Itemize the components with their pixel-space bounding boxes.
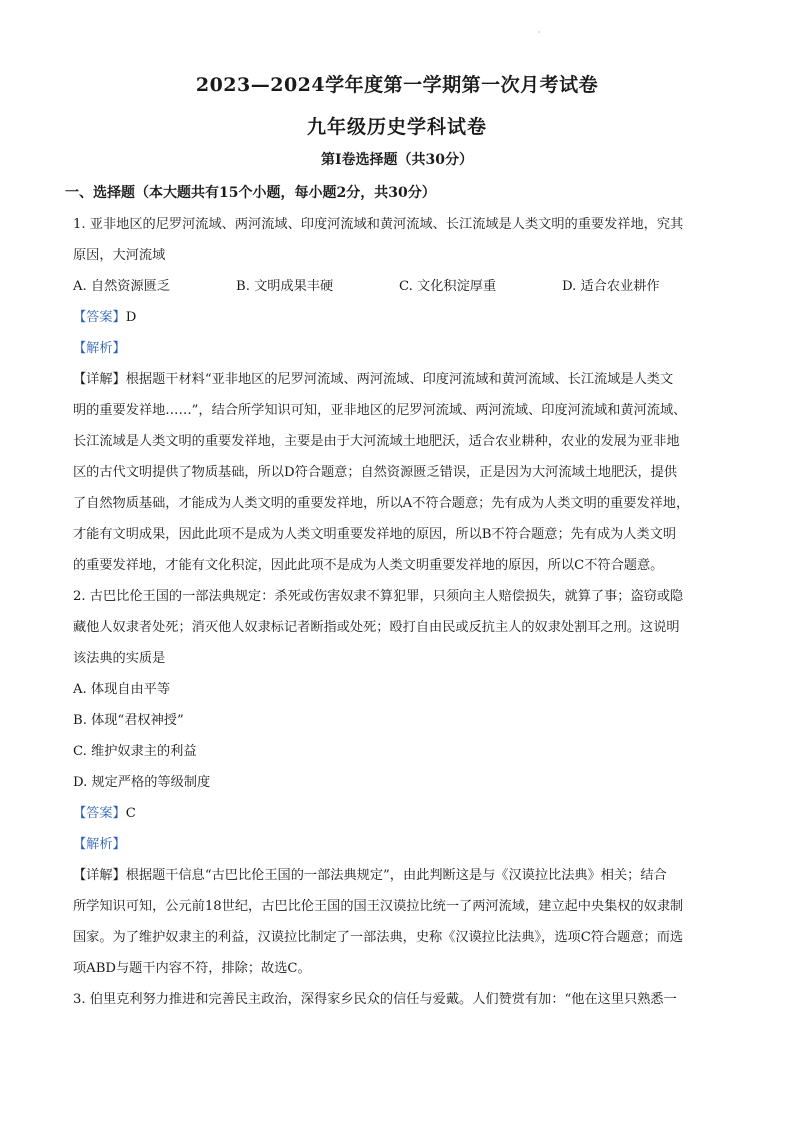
- q2-detail-line2: 所学知识可知，公元前18世纪，古巴比伦王国的国王汉谟拉比统一了两河流域，建立起中央集权的奴隶制: [73, 899, 684, 914]
- q2-stem-line1: 2. 古巴比伦王国的一部法典规定：杀死或伤害奴隶不算犯罪，只须向主人赔偿损失，就算了事；盗窃或隐: [73, 589, 684, 604]
- q1-detail-line3: 长江流域是人类文明的重要发祥地，主要是由于大河流域土地肥沃，适合农业耕种，农业的发展为亚非地: [73, 434, 680, 449]
- q2-detail-line3: 国家。为了维护奴隶主的利益，汉谟拉比制定了一部法典，史称《汉谟拉比法典》，选项C符合题意；而选: [73, 930, 684, 945]
- q1-detail-line2: 明的重要发祥地……”，结合所学知识可知，亚非地区的尼罗河流域、两河流域、印度河流域和黄河流域、: [73, 403, 687, 418]
- q1-analysis: [73, 333, 725, 364]
- q2-detail-line4: 项ABD与题干内容不符，排除；故选C。: [73, 961, 311, 976]
- q2-option-a: A. 体现自由平等: [73, 682, 171, 697]
- q1-option-b: B. 文明成果丰硬: [236, 279, 334, 294]
- answer-value: C: [125, 806, 136, 821]
- exam-subtitle: 九年级历史学科试卷: [306, 116, 487, 138]
- answer-tag: 【答案】: [73, 310, 126, 325]
- detail-text: 根据题干信息“古巴比伦王国的一部法典规定”，由此判断这是与《汉谟拉比法典》相关；结合: [125, 868, 667, 883]
- q1-answer: [73, 302, 725, 333]
- detail-tag: 【详解】: [73, 372, 126, 387]
- q1-detail-line4: 区的古代文明提供了物质基础，所以D符合题意；自然资源匮乏错误，正是因为大河流域土地肥沃，提供: [73, 465, 678, 480]
- q1-detail-line1: [73, 364, 725, 395]
- exam-title: 2023—2024学年度第一学期第一次月考试卷: [195, 74, 599, 96]
- answer-value: D: [125, 310, 137, 325]
- detail-text: 根据题干材料“亚非地区的尼罗河流域、两河流域、印度河流域和黄河流域、长江流域是人类文: [125, 372, 674, 387]
- q1-stem-line2: 原因，大河流域: [73, 248, 166, 263]
- section-heading: 一、选择题（本大题共有15个小题，每小题2分，共30分）: [65, 185, 436, 201]
- exam-content: [65, 178, 725, 1015]
- q1-detail-line7: 的重要发祥地，才能有文化积淀，因此此项不是成为人类文明重要发祥地的原因，所以C不符合题意。: [73, 558, 664, 573]
- q2-option-c: C. 维护奴隶主的利益: [73, 744, 197, 759]
- detail-tag: 【详解】: [73, 868, 126, 883]
- scan-mark: ·: [538, 28, 541, 37]
- q1-detail-line6: 才能有文明成果，因此此项不是成为人类文明重要发祥地的原因，所以B不符合题意；先有成为人类文明: [73, 527, 677, 542]
- q1-option-a: A. 自然资源匮乏: [73, 279, 171, 294]
- q2-stem-line3: 该法典的实质是: [73, 651, 166, 666]
- q1-options: [73, 271, 725, 302]
- q2-answer: [73, 798, 725, 829]
- q1-option-c: C. 文化积淀厚重: [399, 279, 497, 294]
- q2-option-d: D. 规定严格的等级制度: [73, 775, 211, 790]
- q1-option-d: D. 适合农业耕作: [562, 279, 660, 294]
- analysis-tag: 【解析】: [73, 837, 126, 852]
- q2-detail-line1: [73, 860, 725, 891]
- q2-option-b: B. 体现“君权神授”: [73, 713, 184, 728]
- answer-tag: 【答案】: [73, 806, 126, 821]
- q2-analysis: [73, 829, 725, 860]
- q2-stem-line2: 藏他人奴隶者处死；消灭他人奴隶标记者断指或处死；殴打自由民或反抗主人的奴隶处割耳之刑。这说明: [73, 620, 680, 635]
- analysis-tag: 【解析】: [73, 341, 126, 356]
- q3-stem-line1: 3. 伯里克利努力推进和完善民主政治，深得家乡民众的信任与爱戴。人们赞赏有加：“他在这里只熟悉一: [73, 992, 677, 1007]
- q1-detail-line5: 了自然物质基础，才能成为人类文明的重要发祥地，所以A不符合题意；先有成为人类文明的重要发祥地，: [73, 496, 690, 511]
- q1-stem-line1: 1. 亚非地区的尼罗河流域、两河流域、印度河流域和黄河流域、长江流域是人类文明的重要发祥地，究其: [73, 217, 684, 232]
- part-heading: 第Ⅰ卷选择题（共30分）: [320, 152, 474, 168]
